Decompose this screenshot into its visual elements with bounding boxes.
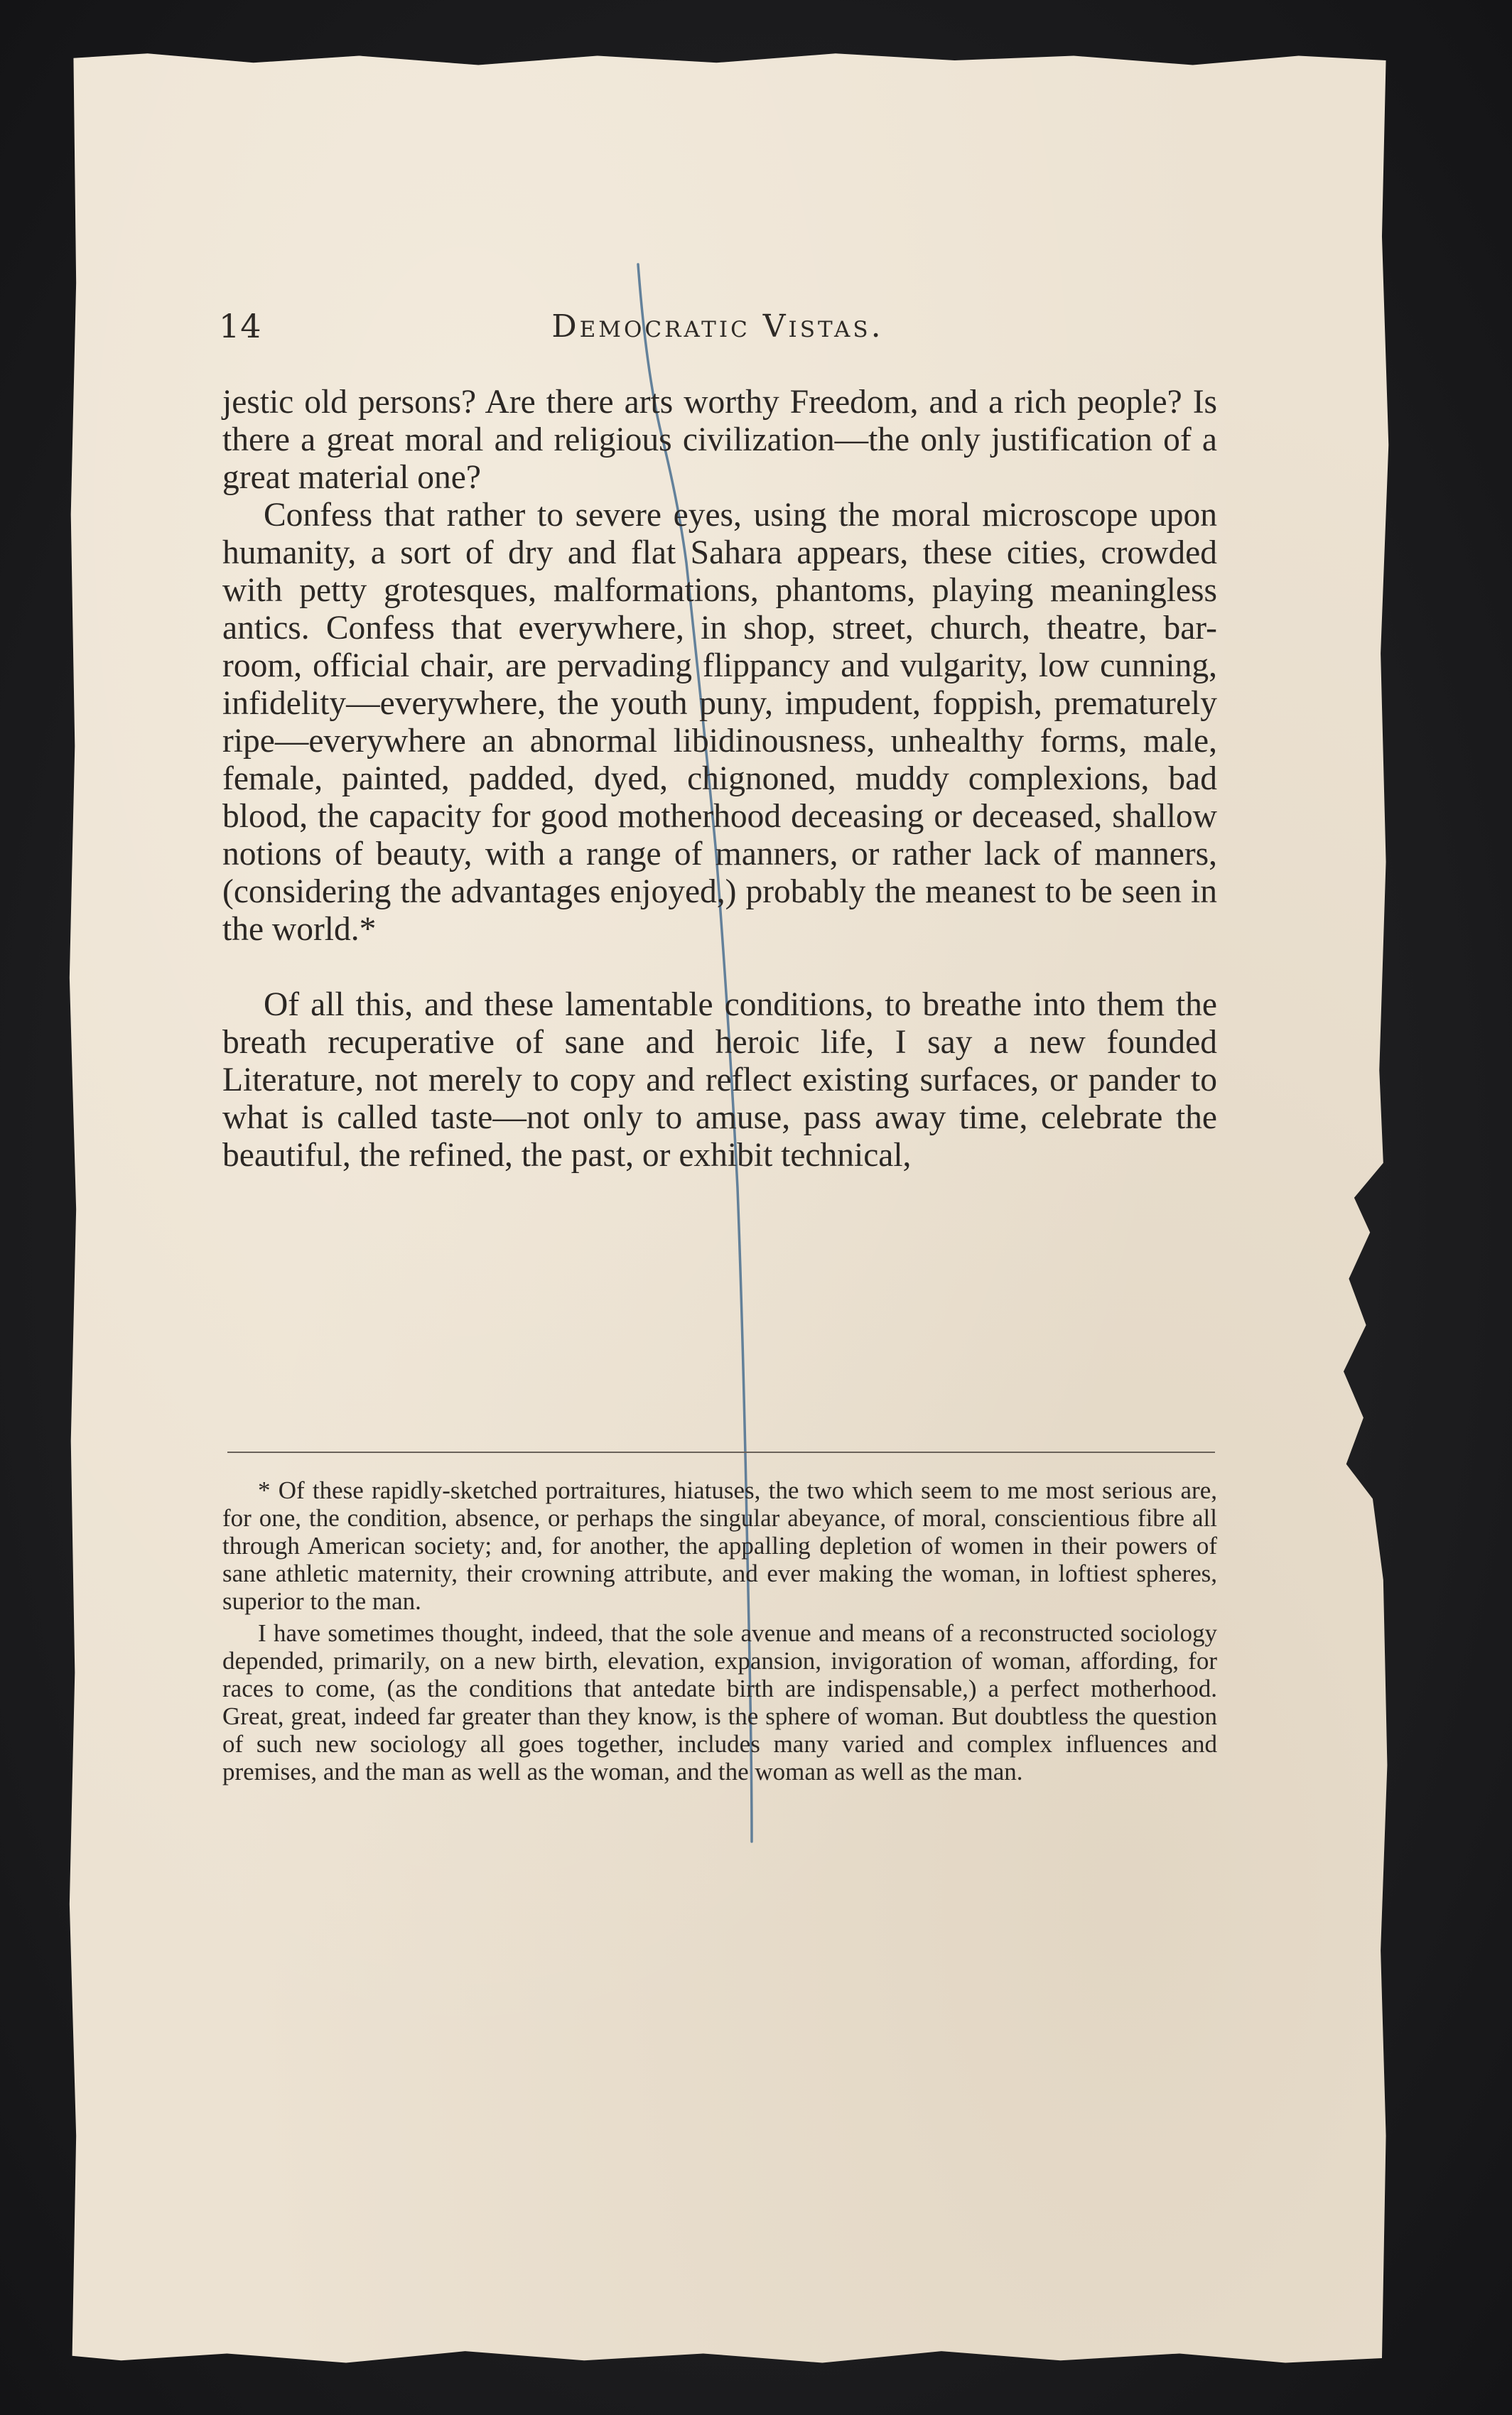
footnote-rule <box>227 1452 1215 1453</box>
paragraph-confess: Confess that rather to severe eyes, using the moral microscope upon humanity, a sort of dry and flat Sahara appears, these cities, crowded with petty grotesques, malformations, phantoms, playing meaningless antics. Confess that everywhere, in shop, street, church, theatre, bar-room, official chair, are pervading flippancy and vulgarity, low cunning, infidelity—everywhere, the youth puny, impudent, foppish, prematurely ripe—everywhere an abnormal libidinousness, unhealthy forms, male, female, painted, padded, dyed, chignoned, muddy complexions, bad blood, the capacity for good motherhood deceasing or deceased, shallow notions of beauty, with a range of manners, or rather lack of manners, (considering the advantages enjoyed,) probably the meanest to be seen in the world.* <box>222 497 1217 948</box>
running-title: Democratic Vistas. <box>551 308 884 345</box>
page-header <box>219 307 1216 371</box>
paragraph-continued: jestic old persons? Are there arts worthy Freedom, and a rich people? Is there a great moral and religious civilization—the only justification of a great material one? <box>222 384 1217 496</box>
main-text <box>222 384 1217 1174</box>
footnote <box>222 1476 1217 1785</box>
footnote-paragraph-1: * Of these rapidly-sketched portraitures, hiatuses, the two which seem to me most serious are, for one, the condition, absence, or perhaps the singular abeyance, of moral, conscientious fibre all through American society; and, for another, the appalling depletion of women in their powers of sane athletic maternity, their crowning attribute, and ever making the woman, in loftiest spheres, superior to the man. <box>222 1476 1217 1615</box>
paragraph-literature: Of all this, and these lamentable conditions, to breathe into them the breath recuperative of sane and heroic life, I say a new founded Literature, not merely to copy and reflect existing surfaces, or pander to what is called taste—not only to amuse, pass away time, celebrate the beautiful, the refined, the past, or exhibit technical, <box>222 986 1217 1174</box>
footnote-paragraph-2: I have sometimes thought, indeed, that the sole avenue and means of a reconstructed sociology depended, primarily, on a new birth, elevation, expansion, invigoration of woman, affording, for races to come, (as the conditions that antedate birth are indispensable,) a perfect motherhood. Great, great, indeed far greater than they know, is the sphere of woman. But doubtless the question of such new sociology all goes together, includes many varied and complex influences and premises, and the man as well as the woman, and the woman as well as the man. <box>222 1619 1217 1785</box>
page-number: 14 <box>219 307 262 345</box>
